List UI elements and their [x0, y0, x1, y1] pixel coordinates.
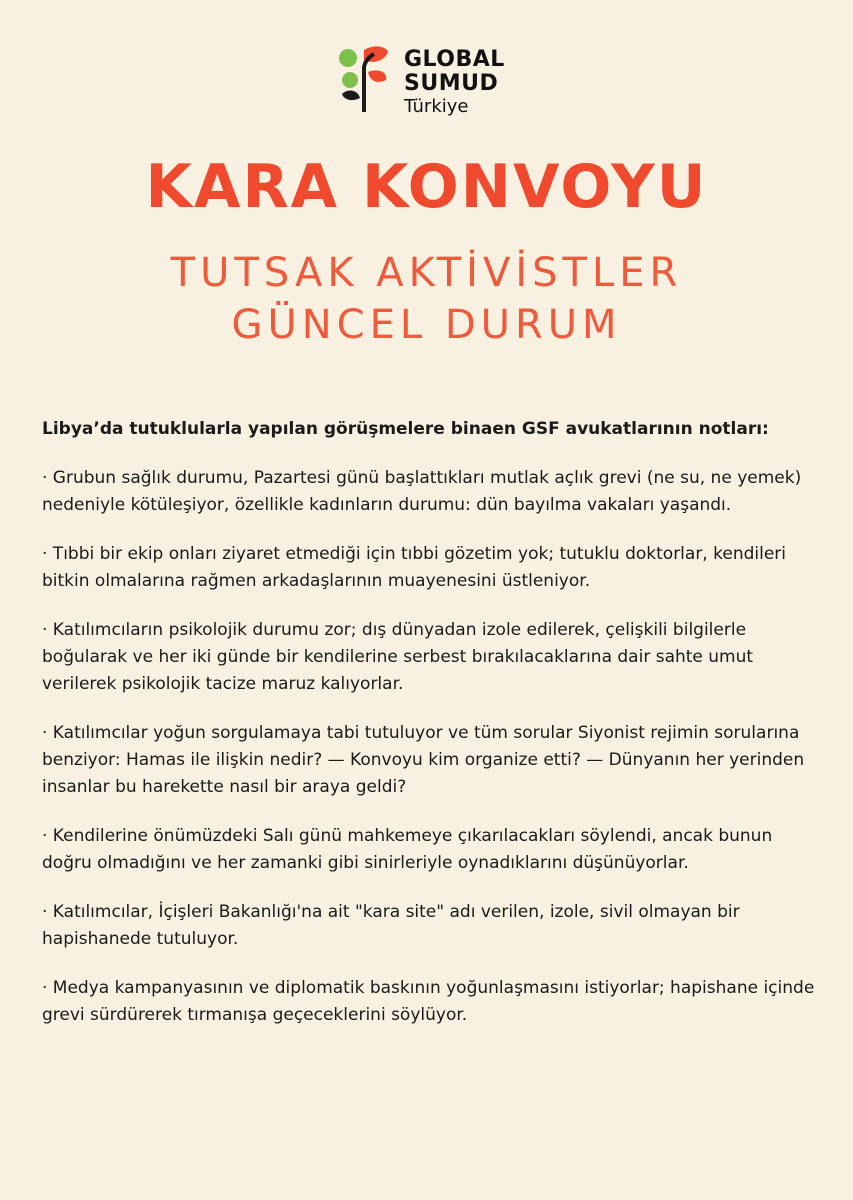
- logo-line-turkiye: Türkiye: [404, 96, 469, 117]
- subtitle-line-2: GÜNCEL DURUM: [231, 302, 622, 348]
- logo-line-global: GLOBAL: [404, 47, 505, 72]
- note-item: · Katılımcılar, İçişleri Bakanlığı'na ait "kara site" adı verilen, izole, sivil olmayan bir hapishanede tutuluyor.: [42, 902, 740, 949]
- note-item: · Grubun sağlık durumu, Pazartesi günü başlattıkları mutlak açlık grevi (ne su, ne yemek) nedeniyle kötüleşiyor, özellikle kadınların durumu: dün bayılma vakaları yaşandı.: [42, 468, 802, 515]
- lead-heading: Libya’da tutuklularla yapılan görüşmelere binaen GSF avukatlarının notları:: [42, 419, 769, 439]
- note-item: · Kendilerine önümüzdeki Salı günü mahkemeye çıkarılacakları söylendi, ancak bunun doğru olmadığını ve her zamanki gibi sinirleriyle oynadıklarını düşünüyorlar.: [42, 826, 773, 873]
- global-sumud-logo: [334, 42, 564, 122]
- subtitle-line-1: TUTSAK AKTİVİSTLER: [170, 250, 683, 296]
- logo-line-sumud: SUMUD: [404, 71, 499, 96]
- note-item: · Tıbbi bir ekip onları ziyaret etmediği için tıbbi gözetim yok; tutuklu doktorlar, kendileri bitkin olmalarına rağmen arkadaşlarının muayenesini üstleniyor.: [42, 544, 786, 591]
- notes-body: [42, 416, 822, 1051]
- page-title: KARA KONVOYU: [145, 152, 708, 222]
- note-item: · Katılımcılar yoğun sorgulamaya tabi tutuluyor ve tüm sorular Siyonist rejimin sorularına benziyor: Hamas ile ilişkin nedir? — Konvoyu kim organize etti? — Dünyanın her yerinden insanlar bu harekette nasıl bir araya geldi?: [42, 723, 805, 797]
- note-item: · Katılımcıların psikolojik durumu zor; dış dünyadan izole edilerek, çelişkili bilgilerle boğularak ve her iki günde bir kendilerine serbest bırakılacaklarına dair sahte umut verilerek psikolojik tacize maruz kalıyorlar.: [42, 620, 754, 694]
- sprout-leaf-icon: [334, 42, 398, 122]
- note-item: · Medya kampanyasının ve diplomatik baskının yoğunlaşmasını istiyorlar; hapishane içinde grevi sürdürerek tırmanışa geçeceklerini söylüyor.: [42, 978, 815, 1025]
